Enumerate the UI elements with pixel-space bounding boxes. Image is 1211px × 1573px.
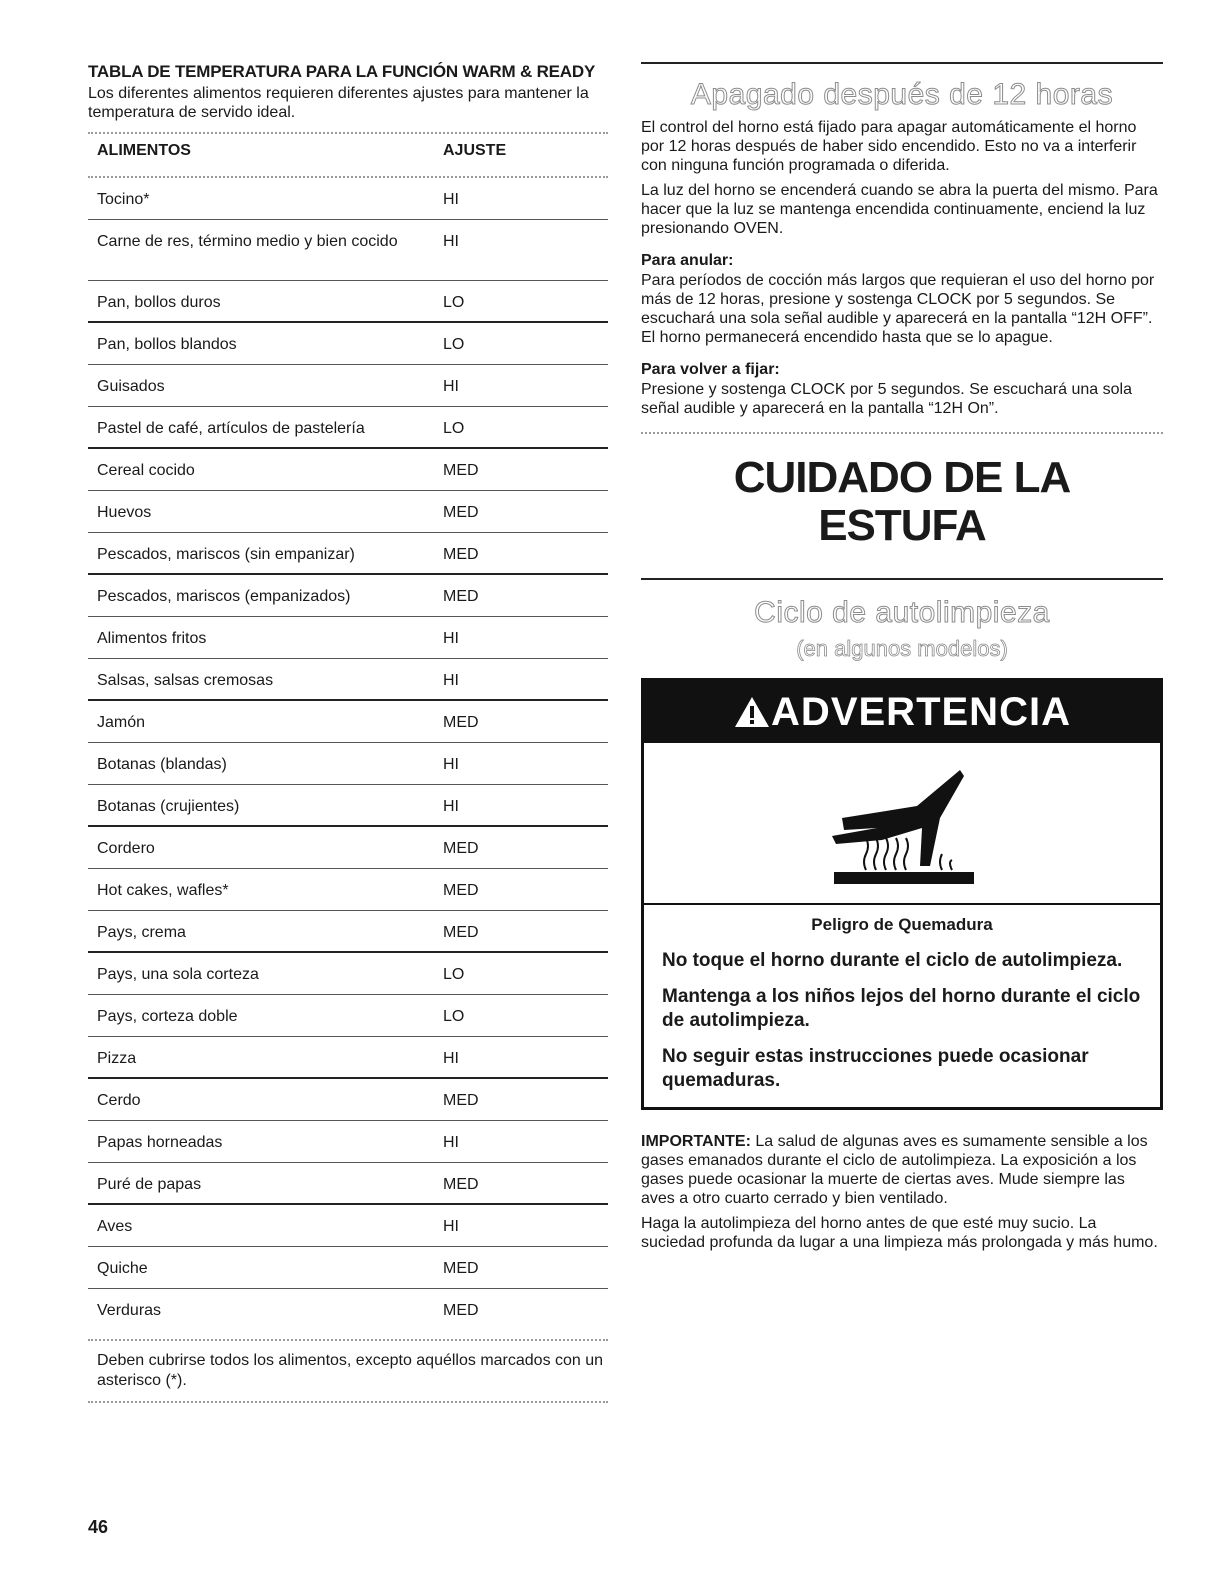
table-row — [88, 178, 608, 220]
setting-cell: HI — [443, 233, 459, 250]
food-cell: Cereal cocido — [97, 462, 195, 479]
selfclean-subtitle: (en algunos modelos) — [796, 636, 1008, 661]
section-title-line-1: CUIDADO DE LA — [733, 453, 1071, 502]
setting-cell: LO — [443, 966, 465, 983]
table-row — [88, 365, 608, 407]
warning-body — [644, 905, 1160, 1107]
table-row — [88, 220, 608, 281]
food-cell: Jamón — [97, 714, 146, 731]
warning-text-1: No toque el horno durante el ciclo de autolimpieza. — [662, 950, 1123, 971]
table-row — [88, 701, 608, 743]
shutoff-paragraph-2: La luz del horno se encenderá cuando se abra la puerta del mismo. Para hacer que la luz se mantenga encendida continuamente, enciend la luz presionando OVEN. — [641, 182, 1158, 237]
food-cell: Carne de res, término medio y bien cocido — [97, 233, 398, 250]
food-cell: Pizza — [97, 1050, 137, 1067]
divider — [641, 62, 1163, 64]
temperature-table-section — [88, 62, 608, 1403]
setting-cell: MED — [443, 924, 479, 941]
cancel-paragraph: Para períodos de cocción más largos que requieran el uso del horno por más de 12 horas, presione y sostenga CLOCK por 5 segundos. Se escuchará una sola señal audible y aparecerá en la pantalla “12H OFF”. El horno permanecerá encendido hasta que se lo apague. — [641, 272, 1155, 346]
food-cell: Alimentos fritos — [97, 630, 207, 647]
setting-cell: LO — [443, 1008, 465, 1025]
setting-cell: HI — [443, 798, 459, 815]
important-label: IMPORTANTE: — [641, 1133, 751, 1150]
table-row — [88, 491, 608, 533]
section-title-line-2: ESTUFA — [818, 501, 986, 550]
reset-paragraph: Presione y sostenga CLOCK por 5 segundos. Se escuchará una sola señal audible y aparecerá en la pantalla “12H On”. — [641, 381, 1132, 417]
burn-hazard-illustration — [644, 743, 1160, 905]
setting-cell: HI — [443, 1134, 459, 1151]
setting-cell: MED — [443, 1302, 479, 1319]
table-row — [88, 575, 608, 617]
food-cell: Pays, una sola corteza — [97, 966, 259, 983]
table-row — [88, 743, 608, 785]
food-cell: Cordero — [97, 840, 155, 857]
setting-cell: LO — [443, 420, 465, 437]
table-row — [88, 1289, 608, 1331]
setting-cell: MED — [443, 1092, 479, 1109]
table-row — [88, 827, 608, 869]
table-row — [88, 281, 608, 323]
table-header — [88, 134, 608, 178]
food-cell: Pan, bollos blandos — [97, 336, 237, 353]
food-cell: Pan, bollos duros — [97, 294, 221, 311]
right-column — [641, 62, 1163, 1258]
table-row — [88, 1163, 608, 1205]
section-title — [641, 454, 1163, 550]
table-row — [88, 323, 608, 365]
food-cell: Pescados, mariscos (sin empanizar) — [97, 546, 355, 563]
table-title: TABLA DE TEMPERATURA PARA LA FUNCIÓN WARM & READY — [88, 62, 596, 81]
table-row — [88, 869, 608, 911]
table-footnote: Deben cubrirse todos los alimentos, excepto aquéllos marcados con un asterisco (*). — [88, 1339, 608, 1403]
reset-heading: Para volver a fijar: — [641, 361, 780, 378]
setting-cell: HI — [443, 378, 459, 395]
page-number: 46 — [88, 1517, 109, 1537]
hot-surface-hand-icon — [822, 758, 982, 888]
food-cell: Tocino* — [97, 191, 150, 208]
food-cell: Quiche — [97, 1260, 148, 1277]
setting-cell: MED — [443, 504, 479, 521]
setting-cell: MED — [443, 714, 479, 731]
table-row — [88, 785, 608, 827]
warning-bar — [644, 681, 1160, 743]
setting-cell: HI — [443, 756, 459, 773]
setting-cell: MED — [443, 840, 479, 857]
warning-text-2: Mantenga a los niños lejos del horno durante el ciclo de autolimpieza. — [662, 986, 1141, 1031]
warning-text-3: No seguir estas instrucciones puede ocasionar quemaduras. — [662, 1046, 1089, 1091]
warning-bar-label: ADVERTENCIA — [771, 690, 1071, 734]
food-cell: Puré de papas — [97, 1176, 202, 1193]
table-row — [88, 995, 608, 1037]
setting-cell: HI — [443, 630, 459, 647]
table-row — [88, 911, 608, 953]
setting-cell: HI — [443, 672, 459, 689]
column-header-setting: AJUSTE — [443, 142, 507, 159]
setting-cell: MED — [443, 546, 479, 563]
food-cell: Papas horneadas — [97, 1134, 223, 1151]
table-body — [88, 178, 608, 1331]
food-cell: Salsas, salsas cremosas — [97, 672, 274, 689]
warning-triangle-icon — [733, 695, 771, 729]
food-cell: Pays, corteza doble — [97, 1008, 238, 1025]
setting-cell: HI — [443, 191, 459, 208]
table-row — [88, 1205, 608, 1247]
setting-cell: LO — [443, 294, 465, 311]
table-row — [88, 953, 608, 995]
warning-heading: Peligro de Quemadura — [811, 915, 993, 934]
important-text: La salud de algunas aves es sumamente sensible a los gases emanados durante el ciclo de autolimpieza. La exposición a los gases puede ocasionar la muerte de ciertas aves. Mude siempre las aves a otro cuarto cerrado y bien ventilado. — [641, 1133, 1148, 1207]
food-cell: Pescados, mariscos (empanizados) — [97, 588, 351, 605]
table-row — [88, 407, 608, 449]
food-cell: Verduras — [97, 1302, 162, 1319]
food-cell: Guisados — [97, 378, 165, 395]
table-row — [88, 1079, 608, 1121]
cancel-heading: Para anular: — [641, 252, 734, 269]
food-cell: Aves — [97, 1218, 133, 1235]
setting-cell: HI — [443, 1218, 459, 1235]
table-intro: Los diferentes alimentos requieren diferentes ajustes para mantener la temperatura de servido ideal. — [88, 85, 589, 121]
setting-cell: HI — [443, 1050, 459, 1067]
setting-cell: MED — [443, 1176, 479, 1193]
setting-cell: MED — [443, 588, 479, 605]
important-paragraph — [641, 1132, 1163, 1208]
food-cell: Botanas (crujientes) — [97, 798, 240, 815]
food-cell: Hot cakes, wafles* — [97, 882, 229, 899]
table-row — [88, 449, 608, 491]
shutoff-paragraph-1: El control del horno está fijado para apagar automáticamente el horno por 12 horas después de haber sido encendido. Esto no va a interferir con ninguna función programada o diferida. — [641, 119, 1137, 174]
divider — [641, 578, 1163, 580]
setting-cell: MED — [443, 882, 479, 899]
food-cell: Huevos — [97, 504, 152, 521]
selfclean-title: Ciclo de autolimpieza — [754, 596, 1050, 629]
shutoff-title: Apagado después de 12 horas — [690, 78, 1114, 111]
setting-cell: LO — [443, 336, 465, 353]
table-row — [88, 1037, 608, 1079]
table-row — [88, 1247, 608, 1289]
food-cell: Cerdo — [97, 1092, 141, 1109]
column-header-food: ALIMENTOS — [97, 142, 191, 159]
table-row — [88, 1121, 608, 1163]
food-cell: Pastel de café, artículos de pastelería — [97, 420, 365, 437]
table-row — [88, 659, 608, 701]
food-cell: Botanas (blandas) — [97, 756, 227, 773]
setting-cell: MED — [443, 1260, 479, 1277]
selfclean-paragraph-2: Haga la autolimpieza del horno antes de que esté muy sucio. La suciedad profunda da lugar a una limpieza más prolongada y más humo. — [641, 1215, 1158, 1251]
divider — [641, 432, 1163, 434]
table-row — [88, 617, 608, 659]
table-row — [88, 533, 608, 575]
setting-cell: MED — [443, 462, 479, 479]
warning-box — [641, 678, 1163, 1110]
food-cell: Pays, crema — [97, 924, 186, 941]
